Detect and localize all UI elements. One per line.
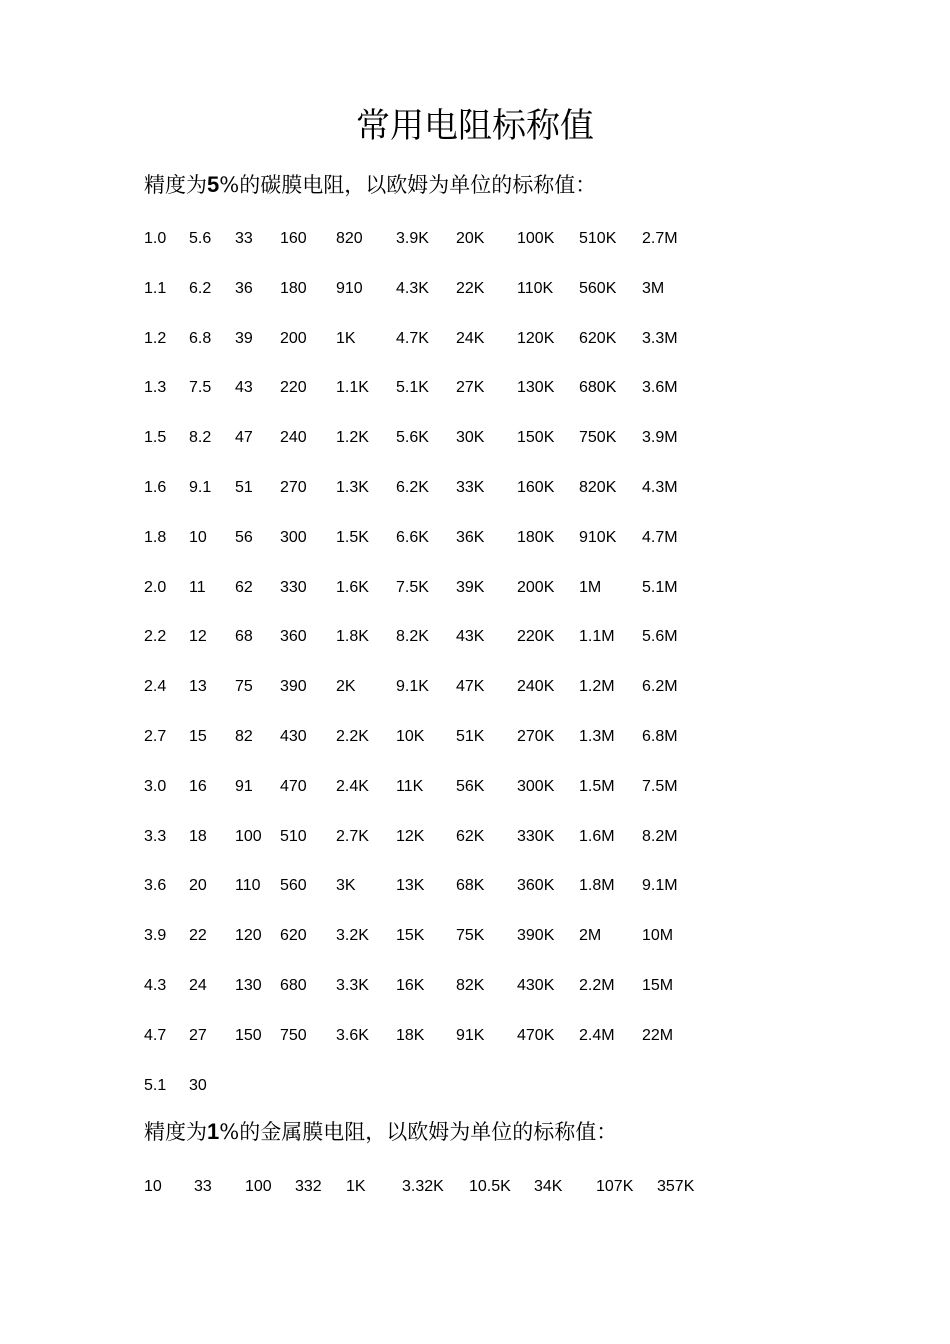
value-cell: 330K bbox=[517, 827, 555, 845]
value-cell: 36 bbox=[235, 279, 253, 297]
value-cell: 100 bbox=[235, 827, 262, 845]
table-row bbox=[144, 276, 702, 326]
value-cell: 68 bbox=[235, 628, 253, 646]
value-cell: 82K bbox=[456, 976, 485, 994]
value-cell: 56 bbox=[235, 528, 253, 546]
value-cell: 620 bbox=[280, 927, 307, 945]
value-cell: 240K bbox=[517, 678, 555, 696]
value-cell: 2.2 bbox=[144, 628, 167, 646]
value-cell: 24K bbox=[456, 329, 485, 347]
value-cell: 1M bbox=[579, 578, 602, 596]
value-cell: 1.1 bbox=[144, 279, 167, 297]
value-cell: 150K bbox=[517, 429, 555, 447]
value-cell: 5.6 bbox=[189, 230, 212, 247]
value-cell: 750 bbox=[280, 1026, 307, 1044]
value-cell: 15 bbox=[189, 727, 207, 745]
value-cell: 107K bbox=[596, 1178, 634, 1195]
carbon-section-heading bbox=[144, 171, 596, 199]
value-cell: 820K bbox=[579, 478, 617, 496]
value-cell: 680 bbox=[280, 976, 307, 994]
value-cell: 2.4K bbox=[336, 777, 369, 795]
value-cell: 30 bbox=[189, 1076, 207, 1094]
table-row bbox=[144, 674, 702, 724]
value-cell: 3.6 bbox=[144, 877, 167, 895]
value-cell: 3K bbox=[336, 877, 356, 895]
value-cell: 110K bbox=[517, 279, 554, 297]
value-cell: 1.8 bbox=[144, 528, 167, 546]
value-cell: 270 bbox=[280, 478, 307, 496]
value-cell: 10 bbox=[144, 1178, 162, 1195]
value-cell: 39 bbox=[235, 329, 253, 347]
value-cell: 2.0 bbox=[144, 578, 167, 596]
value-cell: 3M bbox=[642, 279, 665, 297]
metal-section-heading bbox=[144, 1118, 617, 1146]
value-cell: 4.7K bbox=[396, 329, 429, 347]
value-cell: 240 bbox=[280, 429, 307, 447]
value-cell: 1.3K bbox=[336, 478, 369, 496]
value-cell: 110 bbox=[235, 877, 261, 895]
value-cell: 9.1K bbox=[396, 678, 429, 696]
value-cell: 62K bbox=[456, 827, 485, 845]
value-cell: 91K bbox=[456, 1026, 485, 1044]
carbon-heading-prefix: 精度为 bbox=[144, 173, 207, 197]
value-cell: 30K bbox=[456, 429, 485, 447]
value-cell: 22M bbox=[642, 1026, 674, 1044]
value-cell: 2.7K bbox=[336, 827, 369, 845]
value-cell: 2.7M bbox=[642, 230, 678, 247]
value-cell: 1.3 bbox=[144, 379, 167, 397]
value-cell: 560K bbox=[579, 279, 617, 297]
value-cell: 180K bbox=[517, 528, 555, 546]
value-cell: 470K bbox=[517, 1026, 555, 1044]
value-cell: 3.6M bbox=[642, 379, 678, 397]
value-cell: 27K bbox=[456, 379, 485, 397]
value-cell: 43K bbox=[456, 628, 485, 646]
value-cell: 39K bbox=[456, 578, 485, 596]
carbon-heading-number: 5 bbox=[207, 172, 220, 197]
value-cell: 4.3K bbox=[396, 279, 429, 297]
value-cell: 3.9M bbox=[642, 429, 678, 447]
value-cell: 910K bbox=[579, 528, 617, 546]
value-cell: 430 bbox=[280, 727, 307, 745]
value-cell: 270K bbox=[517, 727, 555, 745]
value-cell: 100 bbox=[245, 1178, 272, 1195]
value-cell: 22 bbox=[189, 927, 207, 945]
value-cell: 75 bbox=[235, 678, 253, 696]
value-cell: 3.32K bbox=[402, 1178, 444, 1195]
table-row bbox=[144, 824, 702, 874]
value-cell: 18K bbox=[396, 1026, 425, 1044]
table-row bbox=[144, 973, 702, 1023]
value-cell: 11K bbox=[396, 777, 424, 795]
value-cell: 120 bbox=[235, 927, 262, 945]
value-cell: 9.1M bbox=[642, 877, 678, 895]
value-cell: 5.6K bbox=[396, 429, 429, 447]
value-cell: 1K bbox=[336, 329, 356, 347]
value-cell: 470 bbox=[280, 777, 307, 795]
value-cell: 33 bbox=[235, 230, 253, 247]
value-cell: 4.3M bbox=[642, 478, 678, 496]
value-cell: 130K bbox=[517, 379, 555, 397]
value-cell: 24 bbox=[189, 976, 207, 994]
value-cell: 180 bbox=[280, 279, 307, 297]
value-cell: 3.6K bbox=[336, 1026, 369, 1044]
value-cell: 910 bbox=[336, 279, 363, 297]
value-cell: 200K bbox=[517, 578, 555, 596]
table-row bbox=[144, 575, 702, 625]
value-cell: 47 bbox=[235, 429, 253, 447]
value-cell: 11 bbox=[189, 578, 206, 596]
value-cell: 1.6 bbox=[144, 478, 167, 496]
value-cell: 82 bbox=[235, 727, 253, 745]
table-row bbox=[144, 1073, 702, 1123]
value-cell: 130 bbox=[235, 976, 262, 994]
value-cell: 56K bbox=[456, 777, 485, 795]
table-row bbox=[144, 624, 702, 674]
value-cell: 6.2 bbox=[189, 279, 212, 297]
value-cell: 62 bbox=[235, 578, 253, 596]
carbon-values-table bbox=[144, 226, 702, 1122]
value-cell: 1.8K bbox=[336, 628, 369, 646]
value-cell: 75K bbox=[456, 927, 485, 945]
value-cell: 6.8 bbox=[189, 329, 212, 347]
value-cell: 10.5K bbox=[469, 1178, 511, 1195]
value-cell: 6.6K bbox=[396, 528, 429, 546]
value-cell: 2.2M bbox=[579, 976, 615, 994]
value-cell: 43 bbox=[235, 379, 253, 397]
value-cell: 7.5M bbox=[642, 777, 678, 795]
value-cell: 390K bbox=[517, 927, 555, 945]
value-cell: 510K bbox=[579, 230, 617, 247]
table-row bbox=[144, 226, 702, 276]
value-cell: 160K bbox=[517, 478, 555, 496]
metal-values-table bbox=[144, 1174, 707, 1204]
value-cell: 1.5M bbox=[579, 777, 615, 795]
value-cell: 2.7 bbox=[144, 727, 167, 745]
value-cell: 68K bbox=[456, 877, 485, 895]
value-cell: 1.2 bbox=[144, 329, 167, 347]
value-cell: 357K bbox=[657, 1178, 695, 1195]
page-title: 常用电阻标称值 bbox=[356, 106, 594, 146]
value-cell: 9.1 bbox=[189, 478, 212, 496]
value-cell: 430K bbox=[517, 976, 555, 994]
table-row bbox=[144, 425, 702, 475]
table-row bbox=[144, 923, 702, 973]
value-cell: 820 bbox=[336, 230, 363, 247]
value-cell: 5.1 bbox=[144, 1076, 167, 1094]
value-cell: 33K bbox=[456, 478, 485, 496]
value-cell: 8.2 bbox=[189, 429, 212, 447]
value-cell: 1.6M bbox=[579, 827, 615, 845]
value-cell: 5.6M bbox=[642, 628, 678, 646]
table-row bbox=[144, 1023, 702, 1073]
value-cell: 5.1M bbox=[642, 578, 678, 596]
value-cell: 100K bbox=[517, 230, 555, 247]
value-cell: 27 bbox=[189, 1026, 207, 1044]
value-cell: 33 bbox=[194, 1178, 212, 1195]
value-cell: 51 bbox=[235, 478, 253, 496]
value-cell: 7.5 bbox=[189, 379, 212, 397]
value-cell: 3.3 bbox=[144, 827, 167, 845]
value-cell: 6.2K bbox=[396, 478, 429, 496]
metal-heading-number: 1 bbox=[207, 1119, 220, 1144]
value-cell: 3.3M bbox=[642, 329, 678, 347]
value-cell: 620K bbox=[579, 329, 617, 347]
value-cell: 5.1K bbox=[396, 379, 429, 397]
metal-heading-suffix: %的金属膜电阻，以欧姆为单位的标称值： bbox=[219, 1120, 618, 1144]
value-cell: 51K bbox=[456, 727, 485, 745]
value-cell: 1.2M bbox=[579, 678, 615, 696]
value-cell: 15K bbox=[396, 927, 425, 945]
carbon-heading-suffix: %的碳膜电阻，以欧姆为单位的标称值： bbox=[219, 173, 597, 197]
value-cell: 2.4 bbox=[144, 678, 167, 696]
value-cell: 10M bbox=[642, 927, 674, 945]
value-cell: 2.2K bbox=[336, 727, 369, 745]
value-cell: 1.6K bbox=[336, 578, 369, 596]
value-cell: 20 bbox=[189, 877, 207, 895]
value-cell: 8.2K bbox=[396, 628, 429, 646]
table-row bbox=[144, 475, 702, 525]
value-cell: 1.1K bbox=[336, 379, 369, 397]
value-cell: 360K bbox=[517, 877, 555, 895]
value-cell: 4.7M bbox=[642, 528, 678, 546]
table-row bbox=[144, 873, 702, 923]
value-cell: 8.2M bbox=[642, 827, 678, 845]
value-cell: 15M bbox=[642, 976, 674, 994]
table-row bbox=[144, 724, 702, 774]
value-cell: 1.0 bbox=[144, 230, 167, 247]
value-cell: 22K bbox=[456, 279, 485, 297]
table-row bbox=[144, 375, 702, 425]
value-cell: 220K bbox=[517, 628, 555, 646]
table-row bbox=[144, 774, 702, 824]
value-cell: 3.2K bbox=[336, 927, 369, 945]
value-cell: 34K bbox=[534, 1178, 563, 1195]
table-row bbox=[144, 525, 702, 575]
value-cell: 2M bbox=[579, 927, 602, 945]
value-cell: 13K bbox=[396, 877, 425, 895]
value-cell: 3.3K bbox=[336, 976, 369, 994]
value-cell: 36K bbox=[456, 528, 485, 546]
value-cell: 220 bbox=[280, 379, 307, 397]
value-cell: 18 bbox=[189, 827, 207, 845]
value-cell: 12K bbox=[396, 827, 425, 845]
value-cell: 160 bbox=[280, 230, 307, 247]
value-cell: 10 bbox=[189, 528, 207, 546]
value-cell: 1.3M bbox=[579, 727, 615, 745]
value-cell: 91 bbox=[235, 777, 253, 795]
value-cell: 390 bbox=[280, 678, 307, 696]
value-cell: 4.3 bbox=[144, 976, 167, 994]
metal-heading-prefix: 精度为 bbox=[144, 1120, 207, 1144]
value-cell: 510 bbox=[280, 827, 307, 845]
value-cell: 332 bbox=[295, 1178, 322, 1195]
value-cell: 150 bbox=[235, 1026, 262, 1044]
value-cell: 20K bbox=[456, 230, 485, 247]
value-cell: 3.9K bbox=[396, 230, 429, 247]
value-cell: 12 bbox=[189, 628, 207, 646]
value-cell: 16 bbox=[189, 777, 207, 795]
value-cell: 3.9 bbox=[144, 927, 167, 945]
table-row bbox=[144, 1174, 707, 1204]
value-cell: 6.2M bbox=[642, 678, 678, 696]
value-cell: 560 bbox=[280, 877, 307, 895]
value-cell: 47K bbox=[456, 678, 485, 696]
value-cell: 680K bbox=[579, 379, 617, 397]
value-cell: 360 bbox=[280, 628, 307, 646]
value-cell: 120K bbox=[517, 329, 555, 347]
value-cell: 1.5K bbox=[336, 528, 369, 546]
value-cell: 300K bbox=[517, 777, 555, 795]
value-cell: 2K bbox=[336, 678, 356, 696]
value-cell: 200 bbox=[280, 329, 307, 347]
value-cell: 13 bbox=[189, 678, 207, 696]
value-cell: 1.5 bbox=[144, 429, 167, 447]
value-cell: 4.7 bbox=[144, 1026, 167, 1044]
value-cell: 1.1M bbox=[579, 628, 615, 646]
value-cell: 3.0 bbox=[144, 777, 167, 795]
table-row bbox=[144, 326, 702, 376]
value-cell: 6.8M bbox=[642, 727, 678, 745]
value-cell: 7.5K bbox=[396, 578, 429, 596]
value-cell: 1K bbox=[346, 1178, 366, 1195]
value-cell: 750K bbox=[579, 429, 617, 447]
value-cell: 300 bbox=[280, 528, 307, 546]
value-cell: 1.2K bbox=[336, 429, 369, 447]
value-cell: 16K bbox=[396, 976, 425, 994]
value-cell: 2.4M bbox=[579, 1026, 615, 1044]
value-cell: 1.8M bbox=[579, 877, 615, 895]
value-cell: 330 bbox=[280, 578, 307, 596]
value-cell: 10K bbox=[396, 727, 425, 745]
